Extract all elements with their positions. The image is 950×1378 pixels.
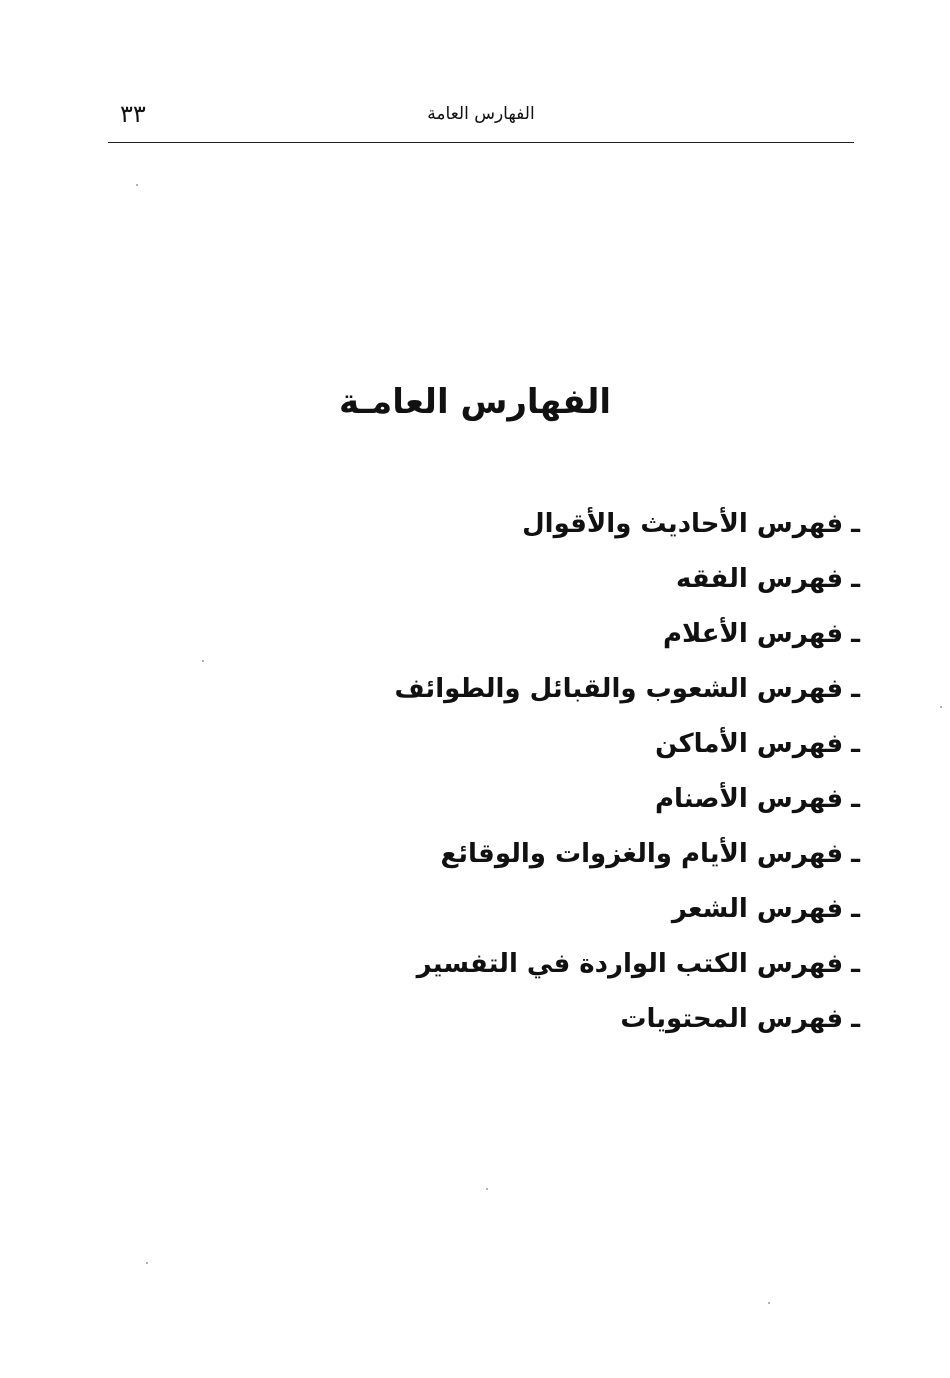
index-item-label: فهرس الأصنام (654, 784, 844, 814)
index-item-label: فهرس الشعوب والقبائل والطوائف (394, 674, 844, 704)
scan-speck (202, 660, 204, 662)
index-item-poetry (260, 887, 860, 942)
index-item-people (260, 612, 860, 667)
index-item-label: فهرس الأيام والغزوات والوقائع (440, 839, 844, 869)
list-dash: ـ (851, 949, 860, 979)
list-dash: ـ (851, 509, 860, 539)
index-item-label: فهرس الأحاديث والأقوال (522, 509, 844, 539)
page-number: ٣٣ (120, 100, 146, 128)
index-item-label: فهرس المحتويات (620, 1004, 844, 1034)
index-item-hadith (260, 502, 860, 557)
list-dash: ـ (851, 564, 860, 594)
index-item-label: فهرس الأماكن (655, 729, 844, 759)
index-item-tribes (260, 667, 860, 722)
index-item-label: فهرس الفقه (675, 564, 844, 594)
list-dash: ـ (851, 894, 860, 924)
list-dash: ـ (851, 784, 860, 814)
index-item-contents (260, 997, 860, 1052)
index-list (260, 502, 860, 1052)
scan-speck (146, 1262, 148, 1264)
list-dash: ـ (851, 674, 860, 704)
scan-speck (768, 1302, 770, 1304)
section-title: الفهارس العامـة (338, 382, 612, 422)
list-dash: ـ (851, 839, 860, 869)
index-item-label: فهرس الكتب الواردة في التفسير (416, 949, 844, 979)
index-item-places (260, 722, 860, 777)
list-dash: ـ (851, 1004, 860, 1034)
list-dash: ـ (851, 619, 860, 649)
index-item-books (260, 942, 860, 997)
index-item-label: فهرس الأعلام (662, 619, 844, 649)
scan-speck (136, 184, 138, 186)
running-title: الفهارس العامة (427, 104, 535, 124)
index-item-idols (260, 777, 860, 832)
scan-speck (486, 1188, 488, 1190)
index-item-fiqh (260, 557, 860, 612)
index-item-label: فهرس الشعر (671, 894, 844, 924)
index-item-battles (260, 832, 860, 887)
page-header (108, 98, 854, 143)
list-dash: ـ (851, 729, 860, 759)
scan-speck (940, 706, 942, 708)
